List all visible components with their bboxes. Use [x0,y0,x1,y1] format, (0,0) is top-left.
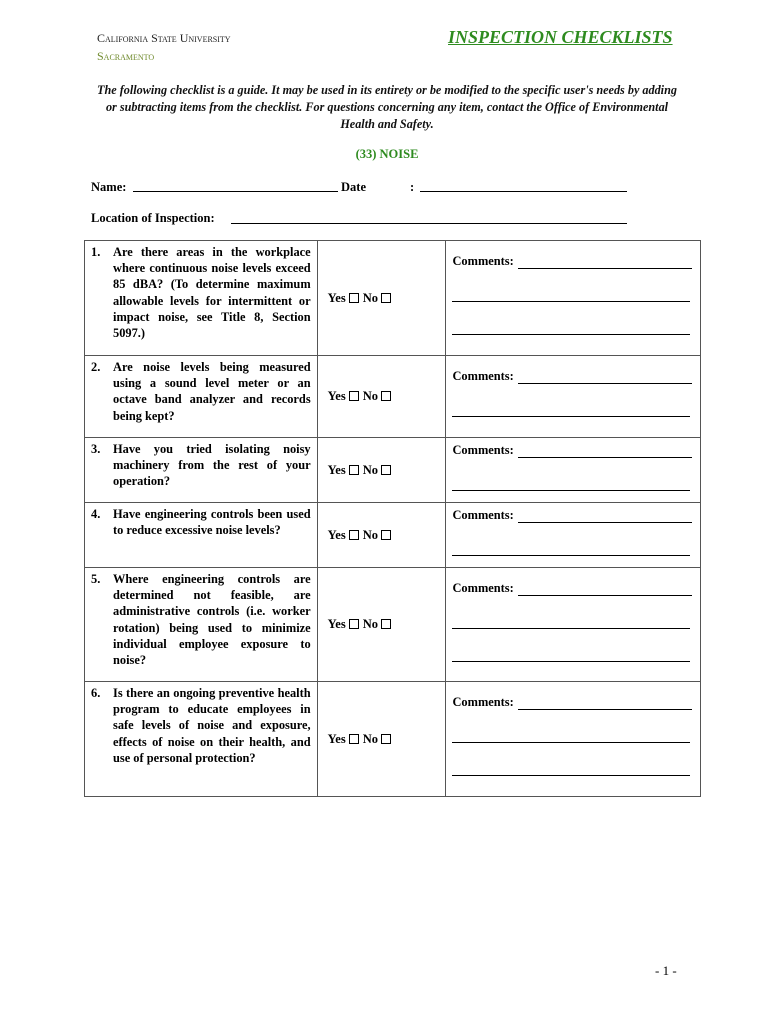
question-number: 5. [91,572,101,586]
yes-label: Yes [327,462,346,477]
no-checkbox[interactable] [381,465,391,475]
comments-field[interactable] [518,445,692,458]
no-label: No [362,389,378,403]
comments-field[interactable] [518,583,692,596]
section-title: (33) NOISE [355,147,419,161]
comments-line[interactable] [452,287,690,302]
yes-label: Yes [327,731,346,746]
yes-checkbox[interactable] [349,465,359,475]
comments-line[interactable] [452,728,690,743]
comments-line[interactable] [452,320,690,335]
question-text: Are noise levels being measured using a sound level meter or an octave band analyzer and records being kept? [113,360,311,423]
yes-label: Yes [327,617,346,631]
question-cell [85,503,318,568]
question-number: 4. [91,507,101,521]
question-cell [85,682,318,797]
university-label: California State University [97,31,231,45]
yes-label: Yes [327,389,346,403]
question-number: 1. [91,245,101,259]
comments-label: Comments: [452,581,514,595]
comments-cell [446,241,701,356]
comments-label: Comments: [452,695,514,709]
table-row [85,438,701,503]
comments-cell [446,438,701,503]
campus-label: Sacramento [97,49,155,63]
table-row [85,503,701,568]
yes-label: Yes [327,290,346,305]
no-label: No [362,617,378,631]
page-title: INSPECTION CHECKLISTS [448,27,673,47]
comments-cell [446,682,701,797]
comments-line[interactable] [452,647,690,662]
yes-checkbox[interactable] [349,734,359,744]
date-colon: : [410,180,415,194]
question-number: 6. [91,686,101,700]
page-number: - 1 - [655,963,677,978]
comments-line[interactable] [452,761,690,776]
no-checkbox[interactable] [381,619,391,629]
comments-field[interactable] [518,371,692,384]
comments-label: Comments: [452,443,514,457]
question-text: Have engineering controls been used to reduce excessive noise levels? [113,507,311,538]
comments-cell [446,356,701,438]
intro-text: The following checklist is a guide. It may be used in its entirety or be modified to the specific user's needs by adding or subtracting items from the checklist. For questions concerning any item, contact the Office of Environmental Health and Safety. [97,83,677,131]
university-name [97,30,231,64]
answer-cell [317,682,446,797]
question-number: 3. [91,442,101,456]
name-label: Name: [91,180,127,194]
answer-cell [317,438,446,503]
no-checkbox[interactable] [381,391,391,401]
comments-line[interactable] [452,541,690,556]
no-label: No [362,462,378,477]
comments-cell [446,503,701,568]
comments-label: Comments: [452,369,514,383]
answer-cell [317,241,446,356]
question-text: Have you tried isolating noisy machinery from the rest of your operation? [113,442,311,489]
question-text: Is there an ongoing preventive health program to educate employees in safe levels of noise and exposure, effects of noise on their health, and use of personal protection? [113,686,311,765]
yes-label: Yes [327,527,346,542]
date-field[interactable] [420,191,627,192]
question-text: Where engineering controls are determined not feasible, are administrative controls (i.e. worker rotation) being used to minimize individual employee exposure to noise? [113,572,311,668]
table-row [85,568,701,682]
no-label: No [362,731,378,746]
yes-checkbox[interactable] [349,391,359,401]
table-row [85,356,701,438]
answer-cell [317,568,446,682]
question-text: Are there areas in the workplace where continuous noise levels exceed 85 dBA? (To determine maximum allowable levels for intermittent or impact noise, see Title 8, Section 5097.) [113,245,311,341]
comments-line[interactable] [452,402,690,417]
yes-checkbox[interactable] [349,293,359,303]
answer-cell [317,356,446,438]
question-number: 2. [91,360,101,374]
date-label: Date [341,180,366,194]
checklist-table [84,240,701,797]
no-label: No [362,290,378,305]
name-field[interactable] [133,191,338,192]
comments-label: Comments: [452,508,514,522]
no-checkbox[interactable] [381,293,391,303]
comments-field[interactable] [518,510,692,523]
location-label: Location of Inspection: [91,211,215,225]
yes-checkbox[interactable] [349,619,359,629]
question-cell [85,438,318,503]
question-cell [85,241,318,356]
no-checkbox[interactable] [381,530,391,540]
question-cell [85,356,318,438]
answer-cell [317,503,446,568]
question-cell [85,568,318,682]
location-field[interactable] [231,223,627,224]
comments-line[interactable] [452,476,690,491]
table-row [85,682,701,797]
comments-label: Comments: [452,254,514,268]
comments-line[interactable] [452,614,690,629]
no-label: No [362,527,378,542]
no-checkbox[interactable] [381,734,391,744]
comments-field[interactable] [518,697,692,710]
yes-checkbox[interactable] [349,530,359,540]
comments-cell [446,568,701,682]
table-row [85,241,701,356]
comments-field[interactable] [518,256,692,269]
